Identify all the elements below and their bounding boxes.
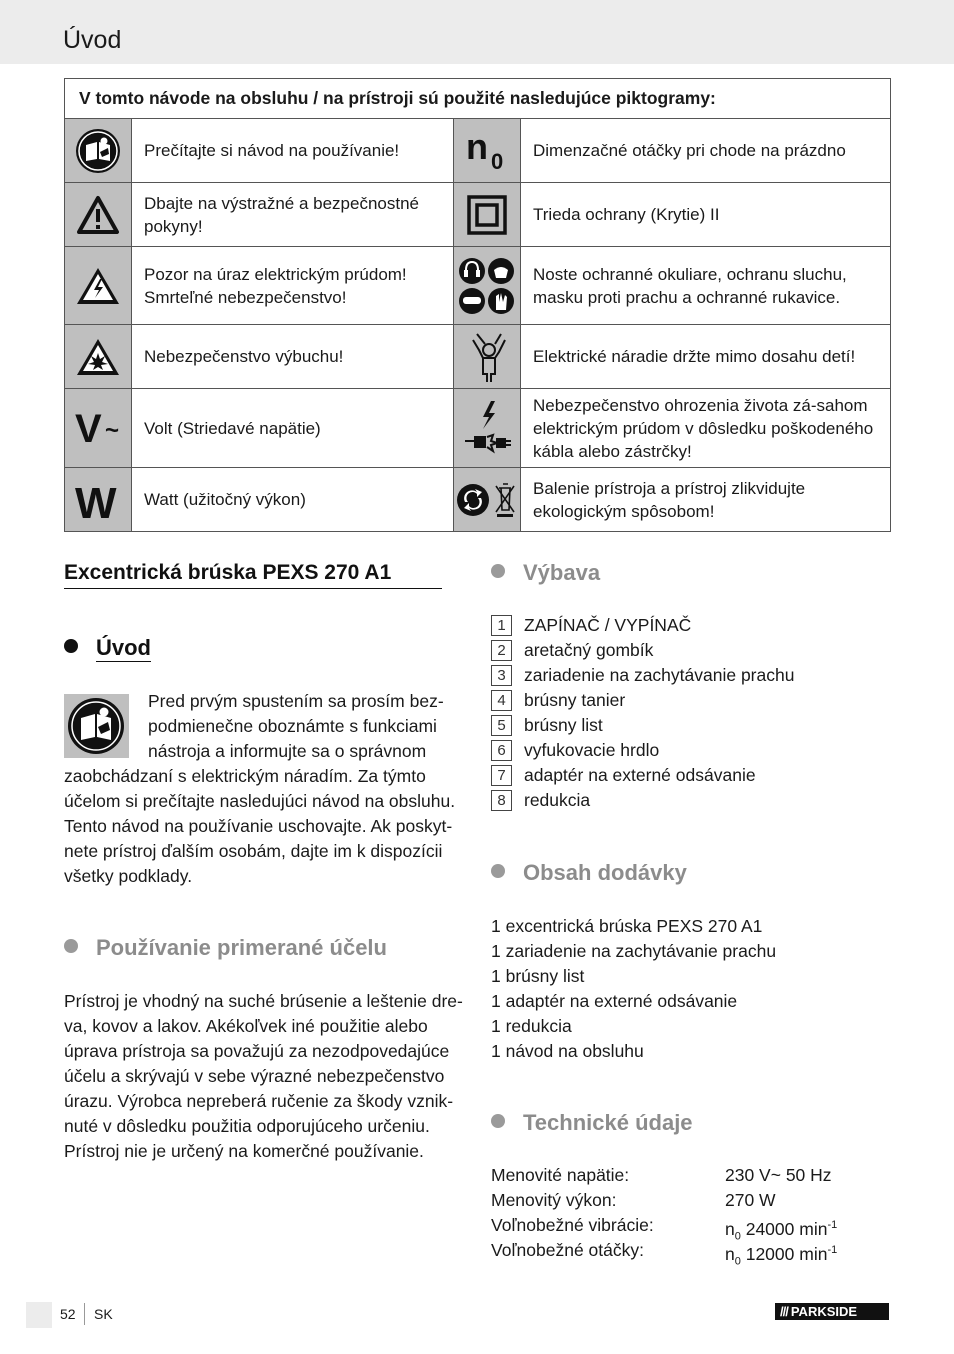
spec-row: Voľnobežné vibrácie: $n_0$ 24000 $\min^{-1}$ [491,1215,838,1243]
delivery-heading: Obsah dodávky [491,860,687,886]
pictogram-text: Volt (Striedavé napätie) [132,389,454,468]
pictogram-text: Trieda ochrany (Krytie) II [521,183,891,247]
volt-ac-icon [65,389,132,468]
pictogram-text: Noste ochranné okuliare, ochranu sluchu, masku proti prachu a ochranné rukavice. [521,247,891,325]
bullet-dot-icon [64,939,78,953]
list-item: 1 redukcia [491,1016,572,1036]
tech-heading: Technické údaje [491,1110,693,1136]
no-load-speed-icon [454,119,521,183]
list-item: 2 aretačný gombík [491,638,794,663]
protective-gear-icon [454,247,521,325]
list-item: 8 redukcia [491,788,794,813]
spec-row: Voľnobežné otáčky: $n_0$ 12000 $\min^{-1}$ [491,1240,838,1268]
pictogram-text: Nebezpečenstvo výbuchu! [132,325,454,389]
intended-use-heading: Používanie primerané účelu [64,935,387,961]
footer-marker [26,1302,52,1328]
brand-logo: /// PARKSIDE [775,1303,889,1320]
svg-text:V: V [75,408,102,448]
recycling-icon [454,468,521,532]
bullet-dot-icon [491,564,505,578]
read-manual-icon [64,694,129,758]
list-item: 1 brúsny list [491,966,585,986]
spec-row: Menovitý výkon: 270 W [491,1190,776,1210]
list-item: 1 zariadenie na zachytávanie prachu [491,941,777,961]
pictogram-text: Watt (užitočný výkon) [132,468,454,532]
svg-text:W: W [75,478,117,522]
damaged-cable-icon [454,389,521,468]
list-item: 5 brúsny list [491,713,794,738]
list-item: 7 adaptér na externé odsávanie [491,763,794,788]
pictogram-text: Nebezpečenstvo ohrozenia života zá-sahom elektrickým prúdom v dôsledku poškodeného kábla alebo zástrčky! [521,389,891,468]
protection-class-icon [454,183,521,247]
footer-divider [84,1303,85,1325]
list-item: 6 vyfukovacie hrdlo [491,738,794,763]
page-number: 52 [60,1306,76,1322]
language-code: SK [94,1306,113,1322]
list-item: 1 excentrická brúska PEXS 270 A1 [491,916,763,936]
list-item: 1 adaptér na externé odsávanie [491,991,738,1011]
intro-paragraph: zaobchádzaní s elektrickým náradím. Za týmto účelom si prečítajte nasledujúci návod na obsluhu. Tento návod na používanie uschovajte. Ak poskyt- nete prístroj ďalším osobám, dajte im k dispozícii všetky podklady. [64,766,456,886]
svg-text:0: 0 [491,148,504,173]
list-item: 4 brúsny tanier [491,688,794,713]
pictogram-text: Balenie prístroja a prístroj zlikvidujte ekologickým spôsobom! [521,468,891,532]
warning-triangle-icon [65,183,132,247]
bullet-dot-icon [491,1114,505,1128]
equipment-heading: Výbava [491,560,600,586]
watt-icon [65,468,132,532]
product-title: Excentrická brúska PEXS 270 A1 [64,561,442,589]
intro-paragraph-wrapped: Pred prvým spustením sa prosím bez- podmienečne oboznámte s funkciami nástroja a informujte sa o správnom [148,691,444,761]
page-title: Úvod [63,26,122,54]
pictogram-text: Pozor na úraz elektrickým prúdom! Smrteľné nebezpečenstvo! [132,247,454,325]
electric-shock-icon [65,247,132,325]
pictogram-text: Dbajte na výstražné a bezpečnostné pokyny! [132,183,454,247]
equipment-list [491,613,794,813]
bullet-dot-icon [64,639,78,653]
pictogram-text: Prečítajte si návod na používanie! [132,119,454,183]
pictogram-text: Dimenzačné otáčky pri chode na prázdno [521,119,891,183]
list-item: 1 návod na obsluhu [491,1041,644,1061]
keep-from-children-icon [454,325,521,389]
pictogram-text: Elektrické náradie držte mimo dosahu detí! [521,325,891,389]
intro-heading: Úvod [64,635,151,661]
delivery-list [491,914,776,1064]
tech-specs [491,1163,838,1268]
explosion-icon [65,325,132,389]
svg-text:~: ~ [105,417,120,444]
pictogram-table [64,78,891,532]
bullet-dot-icon [491,864,505,878]
list-item: 3 zariadenie na zachytávanie prachu [491,663,794,688]
pictogram-table-heading: V tomto návode na obsluhu / na prístroji sú použité nasledujúce piktogramy: [65,79,891,119]
read-manual-icon [65,119,132,183]
svg-text:n: n [466,128,488,167]
list-item: 1 ZAPÍNAČ / VYPÍNAČ [491,613,794,638]
spec-row: Menovité napätie: 230 V~ 50 Hz [491,1165,832,1185]
page-header [0,0,954,64]
intended-use-paragraph: Prístroj je vhodný na suché brúsenie a leštenie dre- va, kovov a lakov. Akékoľvek iné použitie alebo úprava prístroja sa považujú za nezodpovedajúce účelu a skrývajú v sebe výrazné nebezpečenstvo úrazu. Výrobca nepreberá ručenie za škody vznik- nuté v dôsledku použitia odporujúceho určeniu. Prístroj nie je určený na komerčné používanie. [64,991,463,1161]
